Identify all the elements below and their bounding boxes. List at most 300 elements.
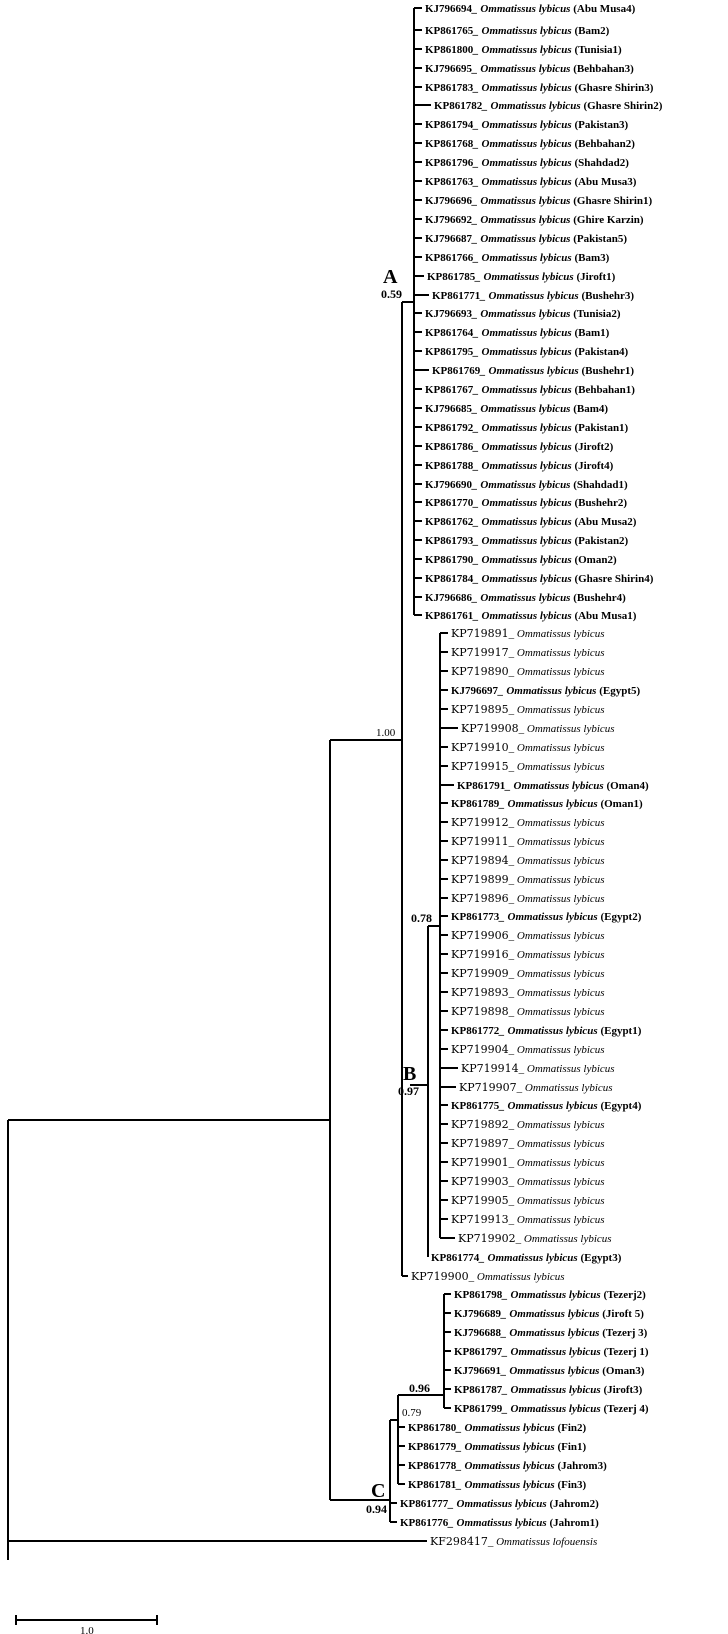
leaf-accession: KP719895 — [451, 703, 509, 716]
leaf-label — [425, 346, 629, 358]
leaf-accession: KJ796693 — [425, 308, 473, 320]
support-value-root-ab: 1.00 — [376, 727, 396, 739]
leaf-species: _ Ommatissus lybicus — [508, 817, 605, 829]
leaf-locality: (Fin3) — [554, 1479, 587, 1491]
leaf-label — [425, 422, 629, 434]
leaf-species: _ Ommatissus lybicus — [508, 1195, 605, 1207]
leaf-label — [408, 1460, 607, 1472]
leaf-species: _ Ommatissus lybicus — [473, 82, 572, 94]
leaf-label — [425, 82, 654, 94]
leaf-species: _ Ommatissus lybicus — [473, 176, 572, 188]
leaf-label — [425, 214, 644, 226]
leaf-accession: KP719905 — [451, 1194, 509, 1207]
leaf-species: _ Ommatissus lybicus — [508, 1006, 605, 1018]
leaf-label — [400, 1517, 599, 1529]
leaf-locality: (Oman3) — [599, 1365, 645, 1377]
leaf-label — [451, 854, 605, 867]
leaf-label — [451, 967, 605, 980]
leaf-accession: KP861771 — [432, 290, 481, 302]
leaf-accession: KP861786 — [425, 441, 474, 453]
leaf-species: _ Ommatissus lybicus — [515, 1233, 612, 1245]
leaf-accession: KP719902 — [458, 1232, 516, 1245]
leaf-species: _ Ommatissus lybicus — [473, 157, 572, 169]
leaf-label — [451, 760, 605, 773]
leaf-species: _ Ommatissus lybicus — [448, 1517, 547, 1529]
leaf-locality: (Tezerj 1) — [600, 1346, 649, 1358]
leaf-accession: KP719892 — [451, 1118, 509, 1131]
leaf-species: _ Ommatissus lybicus — [456, 1479, 555, 1491]
leaf-species: _ Ommatissus lybicus — [508, 987, 605, 999]
leaf-accession: KP861776 — [400, 1517, 449, 1529]
leaf-species: _ Ommatissus lybicus — [475, 271, 574, 283]
leaf-accession: KP861797 — [454, 1346, 503, 1358]
leaf-label — [408, 1422, 586, 1434]
leaf-locality: (Behbahan3) — [570, 63, 634, 75]
leaf-accession: KJ796691 — [454, 1365, 502, 1377]
leaf-label — [400, 1498, 599, 1510]
leaf-label — [425, 233, 627, 245]
leaf-species: _ Ommatissus lybicus — [508, 761, 605, 773]
leaf-accession: KP861787 — [454, 1384, 503, 1396]
leaf-label — [454, 1365, 645, 1377]
leaf-locality: (Tunisia2) — [570, 308, 621, 320]
leaf-accession: KP861761 — [425, 610, 474, 622]
leaf-species: _ Ommatissus lybicus — [468, 1271, 565, 1283]
leaf-species: _ Ommatissus lybicus — [472, 592, 571, 604]
leaf-accession: KP861766 — [425, 252, 474, 264]
leaf-label — [451, 685, 640, 697]
clade-a-label: A — [383, 266, 398, 288]
leaf-label — [454, 1403, 649, 1415]
leaf-accession: KP861800 — [425, 44, 474, 56]
leaf-label — [451, 798, 643, 810]
support-value-c-inner: 0.79 — [402, 1407, 422, 1419]
leaf-species: _ Ommatissus lybicus — [472, 195, 571, 207]
leaf-label — [434, 100, 663, 112]
leaf-locality: (Oman1) — [597, 798, 643, 810]
leaf-accession: KJ796690 — [425, 479, 473, 491]
leaf-locality: (Shahdad2) — [571, 157, 629, 169]
leaf-locality: (Pakistan4) — [571, 346, 629, 358]
leaf-species: _ Ommatissus lybicus — [482, 100, 581, 112]
leaf-species: _ Ommatissus lybicus — [505, 780, 604, 792]
leaf-label — [425, 573, 654, 585]
leaf-species: _ Ommatissus lybicus — [472, 479, 571, 491]
leaf-species: _ Ommatissus lybicus — [508, 1138, 605, 1150]
leaf-label — [454, 1327, 648, 1339]
leaf-accession: KP719897 — [451, 1137, 509, 1150]
leaf-label — [425, 327, 610, 339]
leaf-label — [425, 138, 635, 150]
support-value-tezerj: 0.96 — [409, 1381, 430, 1395]
leaf-locality: (Behbahan1) — [571, 384, 635, 396]
leaf-label — [425, 610, 637, 622]
leaf-species: _ Ommatissus lybicus — [456, 1460, 555, 1472]
leaf-locality: (Pakistan5) — [570, 233, 627, 245]
leaf-accession: KP861765 — [425, 25, 474, 37]
leaf-accession: KP861796 — [425, 157, 474, 169]
clade-c-label: C — [371, 1480, 386, 1502]
leaf-locality: (Jiroft3) — [600, 1384, 643, 1396]
leaf-species: _ Ommatissus lybicus — [508, 628, 605, 640]
leaf-label — [461, 1062, 615, 1075]
leaf-label — [425, 460, 614, 472]
leaf-locality: (Bam4) — [570, 403, 609, 415]
leaf-accession: KP719900 — [411, 1270, 469, 1283]
leaf-species: _ Ommatissus lybicus — [472, 403, 571, 415]
leaf-species: _ Ommatissus lybicus — [473, 119, 572, 131]
leaf-accession: KJ796686 — [425, 592, 473, 604]
leaf-locality: (Bushehr1) — [578, 365, 634, 377]
leaf-label — [451, 646, 605, 659]
leaf-locality: (Shahdad1) — [570, 479, 628, 491]
leaf-species: _ Ommatissus lybicus — [508, 647, 605, 659]
leaf-locality: (Bushehr2) — [571, 497, 627, 509]
leaf-species: _ Ommatissus lybicus — [472, 308, 571, 320]
leaf-accession: KJ796695 — [425, 63, 473, 75]
leaf-species: _ Ommatissus lybicus — [473, 460, 572, 472]
leaf-label — [425, 44, 622, 56]
leaf-locality: (Oman2) — [571, 554, 617, 566]
leaf-label — [451, 1175, 605, 1188]
tree-branches — [8, 8, 458, 1560]
leaf-label — [425, 403, 608, 415]
leaf-species: _ Ommatissus lybicus — [508, 1176, 605, 1188]
leaf-accession: KP719907 — [459, 1081, 517, 1094]
leaf-locality: (Bam1) — [571, 327, 610, 339]
leaf-accession: KP719915 — [451, 760, 509, 773]
leaf-accession: KP719911 — [451, 835, 509, 848]
leaf-species: _ Ommatissus lybicus — [501, 1365, 600, 1377]
leaf-accession: KP719913 — [451, 1213, 509, 1226]
leaf-label — [451, 703, 605, 716]
leaf-accession: KP861799 — [454, 1403, 503, 1415]
leaf-accession: KP861778 — [408, 1460, 457, 1472]
leaf-species: _ Ommatissus lybicus — [499, 911, 598, 923]
leaf-species: _ Ommatissus lybicus — [508, 874, 605, 886]
leaf-label — [432, 365, 634, 377]
leaf-accession: KJ796688 — [454, 1327, 502, 1339]
leaf-accession: KP861767 — [425, 384, 474, 396]
leaf-locality: (Tezerj 3) — [599, 1327, 648, 1339]
leaf-label — [425, 554, 617, 566]
leaf-accession: KP861782 — [434, 100, 483, 112]
leaf-species: _ Ommatissus lybicus — [502, 1289, 601, 1301]
leaf-accession: KP861790 — [425, 554, 474, 566]
leaf-accession: KP719904 — [451, 1043, 509, 1056]
leaf-label — [411, 1270, 565, 1283]
leaf-label — [454, 1308, 644, 1320]
leaf-label — [454, 1289, 646, 1301]
leaf-species: _ Ommatissus lybicus — [448, 1498, 547, 1510]
leaf-accession: KP861768 — [425, 138, 474, 150]
leaf-label — [425, 441, 614, 453]
leaf-species: _ Ommatissus lybicus — [473, 573, 572, 585]
leaf-species: _ Ommatissus lybicus — [473, 610, 572, 622]
leaf-label — [451, 1100, 642, 1112]
leaf-species: _ Ommatissus lybicus — [516, 1082, 613, 1094]
leaf-accession: KJ796696 — [425, 195, 473, 207]
leaf-label — [425, 119, 629, 131]
leaf-species: _ Ommatissus lybicus — [473, 497, 572, 509]
leaf-locality: (Jahrom2) — [546, 1498, 599, 1510]
leaf-species: _ Ommatissus lybicus — [473, 516, 572, 528]
leaf-accession: KP861794 — [425, 119, 474, 131]
leaf-label — [425, 308, 621, 320]
leaf-label — [425, 25, 610, 37]
leaf-accession: KJ796692 — [425, 214, 473, 226]
leaf-locality: (Ghasre Shirin3) — [571, 82, 654, 94]
leaf-label — [408, 1479, 586, 1491]
leaf-species: _ Ommatissus lybicus — [499, 1100, 598, 1112]
leaf-label — [431, 1252, 622, 1264]
leaf-label — [454, 1346, 649, 1358]
leaf-label — [425, 384, 635, 396]
leaf-label — [408, 1441, 586, 1453]
leaf-locality: (Abu Musa2) — [571, 516, 637, 528]
leaf-locality: (Fin1) — [554, 1441, 587, 1453]
leaf-accession: KP719894 — [451, 854, 509, 867]
leaf-accession: KP719891 — [451, 627, 509, 640]
leaf-accession: KP861785 — [427, 271, 476, 283]
leaf-species: _ Ommatissus lybicus — [501, 1308, 600, 1320]
clade-c-support: 0.94 — [366, 1502, 387, 1516]
leaf-label — [451, 1156, 605, 1169]
leaf-label — [425, 195, 653, 207]
leaf-locality: (Jiroft1) — [573, 271, 616, 283]
leaf-accession: KP861780 — [408, 1422, 457, 1434]
leaf-species: _ Ommatissus lybicus — [502, 1384, 601, 1396]
leaf-accession: KP861773 — [451, 911, 500, 923]
leaf-accession: KP861789 — [451, 798, 500, 810]
leaf-label — [451, 741, 605, 754]
leaf-species: _ Ommatissus lybicus — [473, 346, 572, 358]
leaf-accession: KP861763 — [425, 176, 474, 188]
leaf-species: _ Ommatissus lybicus — [472, 214, 571, 226]
leaf-label — [451, 1118, 605, 1131]
leaf-accession: KP861792 — [425, 422, 474, 434]
leaf-label — [451, 1194, 605, 1207]
clade-b-label: B — [403, 1063, 417, 1085]
leaf-species: _ Ommatissus lybicus — [508, 968, 605, 980]
leaf-locality: (Bushehr4) — [570, 592, 626, 604]
leaf-species: _ Ommatissus lybicus — [518, 723, 615, 735]
leaf-locality: (Egypt1) — [597, 1025, 642, 1037]
leaf-label — [427, 271, 616, 283]
leaf-locality: (Tezerj2) — [600, 1289, 646, 1301]
leaf-label — [425, 535, 629, 547]
leaf-label — [451, 1025, 642, 1037]
leaf-locality: (Bam2) — [571, 25, 610, 37]
leaf-species: _ Ommatissus lybicus — [472, 63, 571, 75]
leaf-accession: KP861762 — [425, 516, 474, 528]
leaf-locality: (Tezerj 4) — [600, 1403, 649, 1415]
leaf-species: _ Ommatissus lybicus — [508, 704, 605, 716]
leaf-label — [432, 290, 634, 302]
leaf-locality: (Tunisia1) — [571, 44, 622, 56]
leaf-label — [451, 929, 605, 942]
leaf-accession: KP719909 — [451, 967, 509, 980]
leaf-locality: (Ghasre Shirin4) — [571, 573, 654, 585]
leaf-species: _ Ommatissus lybicus — [473, 554, 572, 566]
leaf-accession: KP719890 — [451, 665, 509, 678]
clade-b-support: 0.97 — [398, 1084, 419, 1098]
leaf-species: _ Ommatissus lybicus — [473, 384, 572, 396]
leaf-label — [451, 892, 605, 905]
leaf-label — [451, 1137, 605, 1150]
leaf-locality: (Oman4) — [603, 780, 649, 792]
leaf-species: _ Ommatissus lybicus — [473, 535, 572, 547]
leaf-locality: (Egypt4) — [597, 1100, 642, 1112]
leaf-label — [454, 1384, 643, 1396]
leaf-species: _ Ommatissus lybicus — [473, 25, 572, 37]
leaf-label — [451, 873, 605, 886]
leaf-locality: (Bushehr3) — [578, 290, 634, 302]
leaf-accession: KP719916 — [451, 948, 509, 961]
leaf-accession: KP719896 — [451, 892, 509, 905]
leaf-label — [451, 665, 605, 678]
leaf-label — [425, 592, 626, 604]
leaf-label — [457, 780, 649, 792]
leaf-species: _ Ommatissus lybicus — [499, 798, 598, 810]
leaf-locality: (Behbahan2) — [571, 138, 635, 150]
leaf-species: _ Ommatissus lybicus — [498, 685, 597, 697]
leaf-locality: (Jahrom3) — [554, 1460, 607, 1472]
leaf-label — [425, 516, 637, 528]
leaf-label — [451, 1005, 605, 1018]
leaf-label — [425, 176, 637, 188]
leaf-accession: KP861779 — [408, 1441, 457, 1453]
leaf-species: _ Ommatissus lybicus — [508, 666, 605, 678]
leaf-locality: (Abu Musa3) — [571, 176, 637, 188]
leaf-locality: (Jahrom1) — [546, 1517, 599, 1529]
leaf-locality: (Bam3) — [571, 252, 610, 264]
leaf-species: _ Ommatissus lybicus — [502, 1346, 601, 1358]
leaf-accession: KP719893 — [451, 986, 509, 999]
leaf-locality: (Jiroft4) — [571, 460, 614, 472]
leaf-accession: KP861784 — [425, 573, 474, 585]
leaf-accession: KP861769 — [432, 365, 481, 377]
support-value-b-inner: 0.78 — [411, 911, 432, 925]
leaf-species: _ Ommatissus lybicus — [508, 949, 605, 961]
leaf-accession: KP861793 — [425, 535, 474, 547]
leaf-locality: (Jiroft 5) — [599, 1308, 644, 1320]
leaf-accession: KP861777 — [400, 1498, 449, 1510]
leaf-accession: KJ796697 — [451, 685, 499, 697]
leaf-locality: (Ghasre Shirin2) — [580, 100, 663, 112]
leaf-accession: KP719912 — [451, 816, 509, 829]
leaf-label — [425, 497, 627, 509]
leaf-accession: KP719906 — [451, 929, 509, 942]
leaf-species: _ Ommatissus lofouensis — [487, 1536, 598, 1548]
leaf-species: _ Ommatissus lybicus — [508, 893, 605, 905]
leaf-locality: (Pakistan3) — [571, 119, 629, 131]
leaf-locality: (Abu Musa4) — [570, 3, 636, 15]
leaf-accession: KP861795 — [425, 346, 474, 358]
leaf-label — [425, 63, 634, 75]
leaf-accession: KP861772 — [451, 1025, 500, 1037]
leaf-species: _ Ommatissus lybicus — [508, 1157, 605, 1169]
leaf-species: _ Ommatissus lybicus — [456, 1422, 555, 1434]
leaf-accession: KF298417 — [430, 1535, 488, 1548]
leaf-label — [451, 986, 605, 999]
leaf-species: _ Ommatissus lybicus — [508, 742, 605, 754]
leaf-accession: KP861770 — [425, 497, 474, 509]
leaf-accession: KP719899 — [451, 873, 509, 886]
leaf-label — [425, 3, 636, 15]
leaf-label — [451, 1043, 605, 1056]
leaf-accession: KJ796689 — [454, 1308, 502, 1320]
leaf-locality: (Abu Musa1) — [571, 610, 637, 622]
leaf-species: _ Ommatissus lybicus — [508, 930, 605, 942]
leaf-species: _ Ommatissus lybicus — [518, 1063, 615, 1075]
leaf-locality: (Jiroft2) — [571, 441, 614, 453]
leaf-label — [451, 627, 605, 640]
leaf-accession: KP719898 — [451, 1005, 509, 1018]
leaf-locality: (Ghire Karzin) — [570, 214, 644, 226]
leaf-species: _ Ommatissus lybicus — [508, 1119, 605, 1131]
leaf-species: _ Ommatissus lybicus — [473, 327, 572, 339]
leaf-label — [451, 816, 605, 829]
leaf-locality: (Egypt3) — [577, 1252, 622, 1264]
leaf-label — [451, 948, 605, 961]
leaf-locality: (Egypt2) — [597, 911, 642, 923]
leaf-locality: (Pakistan2) — [571, 535, 629, 547]
leaf-accession: KP861788 — [425, 460, 474, 472]
leaf-accession: KP861774 — [431, 1252, 480, 1264]
leaf-accession: KP861775 — [451, 1100, 500, 1112]
leaf-locality: (Ghasre Shirin1) — [570, 195, 653, 207]
leaf-species: _ Ommatissus lybicus — [473, 138, 572, 150]
leaf-species: _ Ommatissus lybicus — [502, 1403, 601, 1415]
leaf-species: _ Ommatissus lybicus — [480, 365, 579, 377]
leaf-locality: (Fin2) — [554, 1422, 587, 1434]
leaf-label — [425, 252, 610, 264]
scale-bar-label: 1.0 — [80, 1625, 94, 1634]
leaf-accession: KP861791 — [457, 780, 506, 792]
leaf-label — [458, 1232, 612, 1245]
leaf-species: _ Ommatissus lybicus — [508, 836, 605, 848]
leaf-species: _ Ommatissus lybicus — [480, 290, 579, 302]
leaf-species: _ Ommatissus lybicus — [473, 252, 572, 264]
leaf-label — [459, 1081, 613, 1094]
leaf-accession: KP861798 — [454, 1289, 503, 1301]
leaf-accession: KJ796694 — [425, 3, 473, 15]
leaf-locality: (Pakistan1) — [571, 422, 629, 434]
leaf-label — [425, 479, 628, 491]
leaf-label — [451, 835, 605, 848]
leaf-species: _ Ommatissus lybicus — [501, 1327, 600, 1339]
leaf-species: _ Ommatissus lybicus — [473, 44, 572, 56]
leaf-accession: KP719908 — [461, 722, 519, 735]
clade-a-support: 0.59 — [381, 287, 402, 301]
leaf-accession: KJ796685 — [425, 403, 473, 415]
leaf-species: _ Ommatissus lybicus — [472, 3, 571, 15]
leaf-accession: KP719901 — [451, 1156, 509, 1169]
leaf-species: _ Ommatissus lybicus — [499, 1025, 598, 1037]
leaf-accession: KP719903 — [451, 1175, 509, 1188]
leaf-label — [430, 1535, 597, 1548]
leaf-accession: KP719914 — [461, 1062, 519, 1075]
leaf-accession: KP719910 — [451, 741, 509, 754]
leaf-label — [451, 911, 642, 923]
leaf-species: _ Ommatissus lybicus — [479, 1252, 578, 1264]
leaf-accession: KP861764 — [425, 327, 474, 339]
leaf-species: _ Ommatissus lybicus — [473, 441, 572, 453]
leaf-label — [425, 157, 629, 169]
leaf-accession: KP719917 — [451, 646, 509, 659]
leaf-species: _ Ommatissus lybicus — [508, 1044, 605, 1056]
